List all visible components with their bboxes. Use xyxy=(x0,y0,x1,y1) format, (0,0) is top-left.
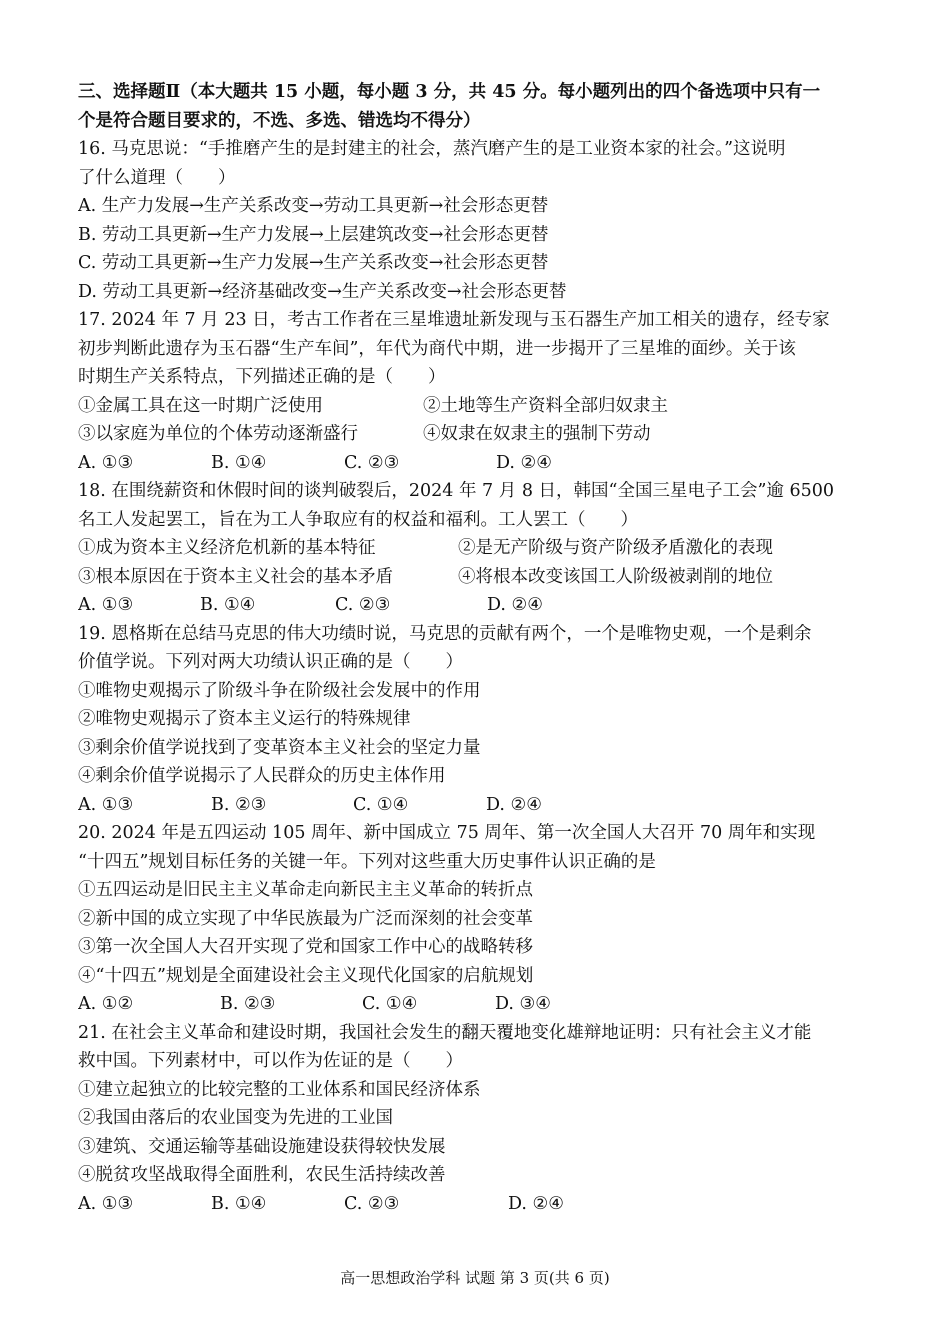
section-heading-cont: 个是符合题目要求的，不选、多选、错选均不得分） xyxy=(78,110,481,131)
question-17 xyxy=(78,306,878,477)
statement-item: ③以家庭为单位的个体劳动逐渐盛行 xyxy=(78,424,358,444)
question-18 xyxy=(78,477,878,620)
question-stem: 16. 马克思说：“手推磨产生的是封建主的社会，蒸汽磨产生的是工业资本家的社会。”这说明 xyxy=(78,139,786,159)
statement-item: ②土地等生产资料全部归奴隶主 xyxy=(423,395,668,416)
answer-choice: B. ②③ xyxy=(211,794,267,815)
question-20 xyxy=(78,819,878,1019)
question-stem: 价值学说。下列对两大功绩认识正确的是（ ） xyxy=(78,652,463,672)
answer-choice: D. ②④ xyxy=(496,452,552,473)
answer-option: D. 劳动工具更新→经济基础改变→生产关系改变→社会形态更替 xyxy=(78,281,567,302)
statement-item: ③第一次全国人大召开实现了党和国家工作中心的战略转移 xyxy=(78,937,533,957)
statement-item: ①五四运动是旧民主主义革命走向新民主主义革命的转折点 xyxy=(78,880,533,900)
statement-item: ①唯物史观揭示了阶级斗争在阶级社会发展中的作用 xyxy=(78,680,481,701)
statement-row xyxy=(78,420,878,449)
question-16 xyxy=(78,135,878,306)
answer-choice: A. ①③ xyxy=(78,595,134,615)
question-stem: 了什么道理（ ） xyxy=(78,167,236,188)
statement-item: ③建筑、交通运输等基础设施建设获得较快发展 xyxy=(78,1136,446,1157)
choice-row xyxy=(78,591,878,620)
answer-choice: A. ①③ xyxy=(78,1193,134,1214)
answer-choice: B. ②③ xyxy=(220,994,276,1014)
statement-row xyxy=(78,534,878,563)
question-stem: 18. 在围绕薪资和休假时间的谈判破裂后，2024 年 7 月 8 日，韩国“全国三星电子工会”逾 6500 xyxy=(78,481,835,501)
statement-row xyxy=(78,392,878,421)
statement-item: ①金属工具在这一时期广泛使用 xyxy=(78,395,323,416)
answer-choice: A. ①③ xyxy=(78,794,134,815)
statement-item: ④“十四五”规划是全面建设社会主义现代化国家的启航规划 xyxy=(78,965,534,986)
choice-row xyxy=(78,791,878,820)
statement-item: ④将根本改变该国工人阶级被剥削的地位 xyxy=(458,566,773,587)
choice-row xyxy=(78,990,878,1019)
question-stem: 救中国。下列素材中，可以作为佐证的是（ ） xyxy=(78,1051,463,1071)
choice-row xyxy=(78,449,878,478)
answer-choice: A. ①② xyxy=(78,994,134,1014)
answer-choice: C. ①④ xyxy=(362,994,418,1014)
statement-row xyxy=(78,563,878,592)
question-stem: 时期生产关系特点，下列描述正确的是（ ） xyxy=(78,367,446,387)
statement-item: ②新中国的成立实现了中华民族最为广泛而深刻的社会变革 xyxy=(78,908,533,929)
answer-option: B. 劳动工具更新→生产力发展→上层建筑改变→社会形态更替 xyxy=(78,224,549,245)
answer-choice: D. ②④ xyxy=(487,595,543,615)
statement-item: ③根本原因在于资本主义社会的基本矛盾 xyxy=(78,566,393,587)
question-stem: 20. 2024 年是五四运动 105 周年、新中国成立 75 周年、第一次全国人大召开 70 周年和实现 xyxy=(78,823,816,843)
answer-choice: C. ②③ xyxy=(344,1193,400,1214)
page-footer: 高一思想政治学科 试题 第 3 页(共 6 页) xyxy=(340,1269,610,1287)
statement-item: ①建立起独立的比较完整的工业体系和国民经济体系 xyxy=(78,1079,481,1100)
statement-item: ①成为资本主义经济危机新的基本特征 xyxy=(78,538,376,558)
section-heading: 三、选择题Ⅱ（本大题共 15 小题，每小题 3 分，共 45 分。每小题列出的四个备选项中只有一 xyxy=(78,82,821,102)
question-21 xyxy=(78,1019,878,1219)
question-19 xyxy=(78,620,878,820)
answer-choice: D. ②④ xyxy=(486,794,542,815)
question-stem: 19. 恩格斯在总结马克思的伟大功绩时说，马克思的贡献有两个，一个是唯物史观，一个是剩余 xyxy=(78,623,812,644)
question-stem: “十四五”规划目标任务的关键一年。下列对这些重大历史事件认识正确的是 xyxy=(78,851,656,872)
answer-choice: B. ①④ xyxy=(211,1193,267,1214)
answer-choice: C. ②③ xyxy=(344,452,400,473)
answer-choice: A. ①③ xyxy=(78,452,134,473)
answer-choice: B. ①④ xyxy=(200,595,256,615)
question-section xyxy=(78,78,878,1218)
question-stem: 初步判断此遗存为玉石器“生产车间”，年代为商代中期，进一步揭开了三星堆的面纱。关于该 xyxy=(78,338,796,359)
answer-choice: D. ③④ xyxy=(495,994,551,1014)
question-stem: 21. 在社会主义革命和建设时期，我国社会发生的翻天覆地变化雄辩地证明：只有社会主义才能 xyxy=(78,1022,812,1043)
statement-item: ④剩余价值学说揭示了人民群众的历史主体作用 xyxy=(78,766,446,786)
statement-item: ③剩余价值学说找到了变革资本主义社会的坚定力量 xyxy=(78,737,481,758)
answer-choice: C. ②③ xyxy=(335,595,391,615)
answer-choice: B. ①④ xyxy=(211,452,267,473)
statement-item: ④脱贫攻坚战取得全面胜利，农民生活持续改善 xyxy=(78,1165,446,1185)
answer-choice: C. ①④ xyxy=(353,794,409,815)
choice-row xyxy=(78,1190,878,1219)
statement-item: ④奴隶在奴隶主的强制下劳动 xyxy=(423,424,651,444)
statement-item: ②唯物史观揭示了资本主义运行的特殊规律 xyxy=(78,709,411,729)
question-stem: 17. 2024 年 7 月 23 日，考古工作者在三星堆遗址新发现与玉石器生产加工相关的遗存，经专家 xyxy=(78,310,830,330)
statement-item: ②我国由落后的农业国变为先进的工业国 xyxy=(78,1108,393,1128)
statement-item: ②是无产阶级与资产阶级矛盾激化的表现 xyxy=(458,538,773,558)
question-stem: 名工人发起罢工，旨在为工人争取应有的权益和福利。工人罢工（ ） xyxy=(78,509,638,530)
answer-option: A. 生产力发展→生产关系改变→劳动工具更新→社会形态更替 xyxy=(78,196,549,216)
answer-choice: D. ②④ xyxy=(508,1193,564,1214)
answer-option: C. 劳动工具更新→生产力发展→生产关系改变→社会形态更替 xyxy=(78,253,549,273)
